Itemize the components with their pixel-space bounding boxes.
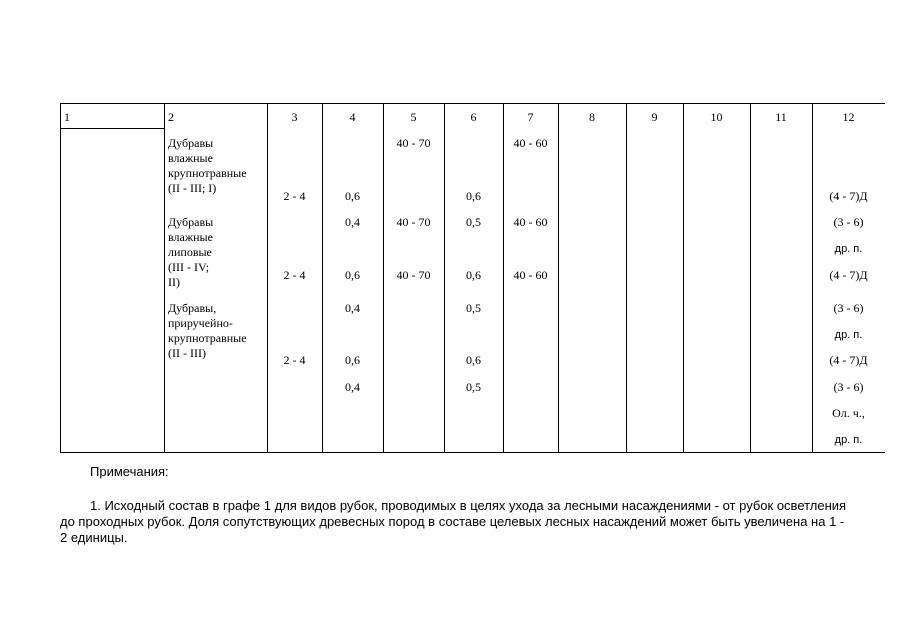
cell-col4: 0,6	[345, 268, 360, 282]
cell-col4: 0,4	[345, 380, 360, 394]
col-divider-11	[750, 103, 751, 453]
cell-col3: 2 - 4	[283, 189, 306, 203]
cell-col12: (3 - 6)	[833, 380, 864, 394]
cell-col12: др. п.	[834, 243, 863, 255]
cell-col7: 40 - 60	[513, 215, 548, 229]
header-col-2: 2	[168, 110, 174, 124]
cell-col6: 0,5	[466, 380, 481, 394]
table-bottom-border	[60, 452, 885, 453]
header-col-10: 10	[710, 110, 723, 124]
cell-col12: др. п.	[834, 434, 863, 446]
forest-type-name-line: (II - III)	[168, 346, 206, 360]
header-col-3: 3	[291, 110, 298, 124]
cell-col7: 40 - 60	[513, 136, 548, 150]
cell-col3: 2 - 4	[283, 353, 306, 367]
cell-col12: Ол. ч.,	[832, 406, 865, 420]
forest-type-name-line: липовые	[168, 245, 212, 259]
cell-col6: 0,5	[466, 301, 481, 315]
header-col-11: 11	[775, 110, 787, 124]
header-col-5: 5	[410, 110, 417, 124]
col-divider-9	[626, 103, 627, 453]
header-col-7: 7	[527, 110, 534, 124]
forest-type-name-line: Дубравы	[168, 136, 214, 150]
notes-heading: Примечания:	[90, 464, 169, 479]
cell-col4: 0,6	[345, 353, 360, 367]
table-top-border	[60, 103, 885, 104]
header-col-1: 1	[64, 110, 70, 124]
cell-col12: (3 - 6)	[833, 215, 864, 229]
forest-type-name-line: II)	[168, 275, 180, 289]
cell-col5: 40 - 70	[396, 268, 431, 282]
cell-col12: (4 - 7)Д	[829, 268, 868, 282]
col-divider-2	[164, 103, 165, 453]
cell-col4: 0,4	[345, 301, 360, 315]
forest-type-name-line: Дубравы	[168, 215, 214, 229]
cell-col6: 0,6	[466, 268, 481, 282]
cell-col6: 0,5	[466, 215, 481, 229]
forest-type-name-line: (II - III; I)	[168, 181, 217, 195]
cell-col5: 40 - 70	[396, 136, 431, 150]
col-divider-8	[558, 103, 559, 453]
cell-col5: 40 - 70	[396, 215, 431, 229]
cell-col3: 2 - 4	[283, 268, 306, 282]
forest-type-name-line: приручейно-	[168, 316, 233, 330]
cell-col12: (3 - 6)	[833, 301, 864, 315]
header-col-6: 6	[470, 110, 477, 124]
header-col-9: 9	[651, 110, 658, 124]
cell-col4: 0,6	[345, 189, 360, 203]
forest-type-name-line: (III - IV;	[168, 260, 210, 274]
cell-col6: 0,6	[466, 189, 481, 203]
header-col-12: 12	[842, 110, 855, 124]
cell-col12: (4 - 7)Д	[829, 353, 868, 367]
header-row-divider	[60, 128, 164, 129]
header-col-4: 4	[349, 110, 356, 124]
cell-col6: 0,6	[466, 353, 481, 367]
col-divider-1	[60, 103, 61, 453]
header-col-8: 8	[589, 110, 595, 124]
cell-col7: 40 - 60	[513, 268, 548, 282]
cell-col12: др. п.	[834, 329, 863, 341]
forest-type-name-line: влажные	[168, 230, 213, 244]
note-item-1: 1. Исходный состав в графе 1 для видов рубок, проводимых в целях ухода за лесными насаждениями - от рубок осветления до проходных рубок. Доля сопутствующих древесных пород в составе целевых лесных насаждений может быть увеличена на 1 - 2 единицы.	[60, 498, 847, 545]
forest-type-name-line: Дубравы,	[168, 301, 217, 315]
forest-type-name-line: крупнотравные	[168, 166, 247, 180]
forest-type-name-line: крупнотравные	[168, 331, 247, 345]
col-divider-10	[683, 103, 684, 453]
forest-type-name-line: влажные	[168, 151, 213, 165]
cell-col4: 0,4	[345, 215, 360, 229]
cell-col12: (4 - 7)Д	[829, 189, 868, 203]
